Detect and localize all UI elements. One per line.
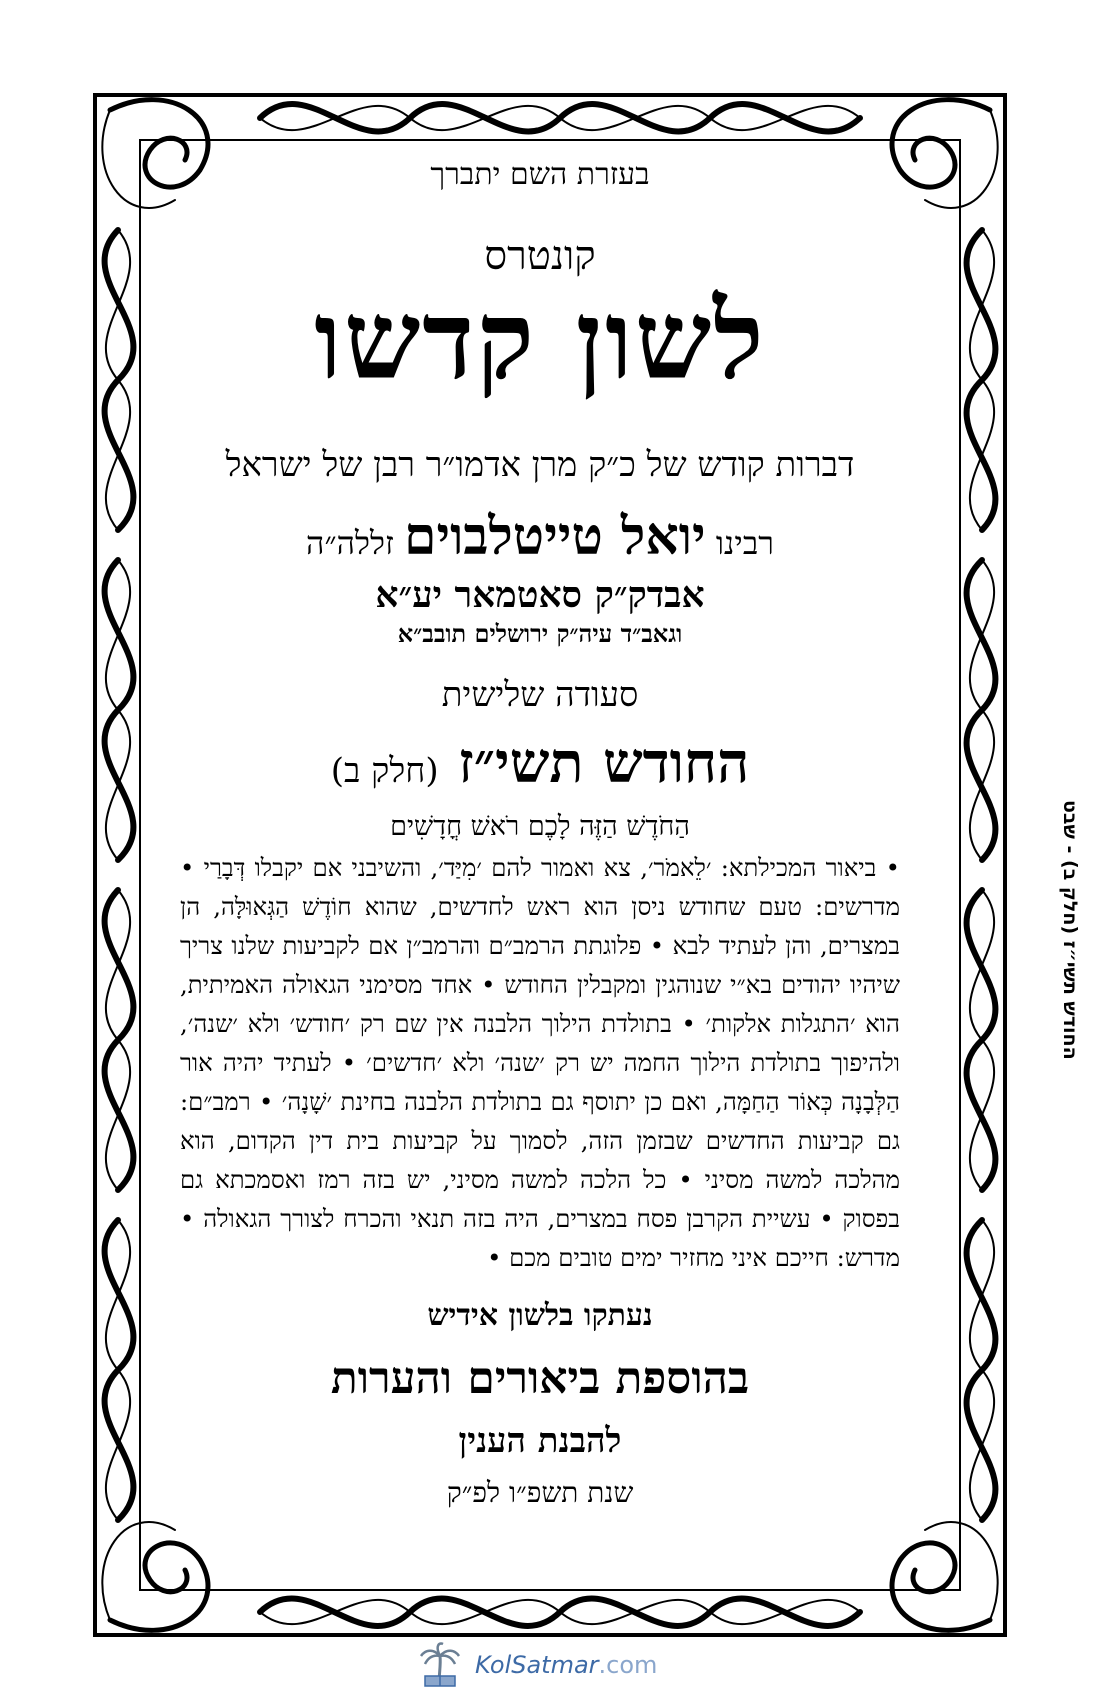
rebbe-line: [180, 507, 900, 567]
parsha-name: החודש תשי״ז: [458, 729, 750, 796]
book-subtitle: דברות קודש של כ״ק מרן אדמו״ר רבן של ישראל: [225, 444, 855, 485]
rebbe-jerusalem-title: וגאב״ד עיה״ק ירושלים תובב״א: [397, 619, 683, 649]
parsha-heading: [180, 731, 900, 795]
palm-tree-book-icon: [415, 1640, 465, 1690]
translation-note: נעתקו בלשון אידיש: [427, 1298, 653, 1334]
logo-brand: KolSatmar: [475, 1651, 599, 1679]
seuda-label: סעודה שלישית: [441, 674, 639, 715]
summary-paragraph: • ביאור המכילתא: ׳לֵאמֹר׳, צא ואמור להם ׳מִיַּד׳, והשיבני אם יקבלו דְּבָרַי • מדרשים: טעם שחודש ניסן הוא ראש לחדשים, שהוא חוֹדֶשׁ הַגְּאוּלָּה, הן במצרים, והן לעתיד לבא • פלוגתת הרמב״ם והרמב״ן אם לקביעות שלנו צריך שיהיו יהודים בא״י שנוהגין ומקבלין החודש • אחד מסימני הגאולה האמיתית, הוא ׳התגלות אלקות׳ • בתולדת הילוך הלבנה אין שם רק ׳חודש׳ ולא ׳שנה׳, ולהיפוך בתולדת הילוך החמה יש רק ׳שנה׳ ולא ׳חדשים׳ • לעתיד יהיה אור הַלְּבָנָה כְּאוֹר הַחַמָּה, ואם כן יתוסף גם בתולדת הלבנה בחינת ׳שָׁנָה׳ • רמב״ם: גם קביעות החדשים שבזמן הזה, לסמוך על קביעות בית דין הקדום, הוא מהלכה למשה מסיני • כל הלכה למשה מסיני, יש בזה רמז ואסמכתא גם בפסוק • עשיית הקרבן פסח במצרים, היה בזה תנאי והכרח לצורך הגאולה • מדרש: חייכם איני מחזיר ימים טובים מכם •: [180, 853, 900, 1273]
kolsatmar-logo[interactable]: [415, 1640, 657, 1690]
rebbe-name: יואל טייטלבוים: [404, 505, 706, 567]
understanding-note: להבנת הענין: [458, 1421, 622, 1462]
cover-content: [180, 140, 900, 1510]
rebbe-suffix: זללה״ה: [306, 523, 394, 562]
logo-text: [475, 1651, 657, 1679]
rebbe-title: אבדק״ק סאטמאר יע״א: [375, 573, 705, 616]
blessing-heading: בעזרת השם יתברך: [430, 157, 650, 192]
parsha-part: (חלק ב): [330, 750, 439, 791]
book-title: לשון קדשו: [314, 277, 766, 404]
publication-year: שנת תשפ״ו לפ״ק: [446, 1476, 634, 1510]
rebbe-prefix: רבינו: [715, 523, 774, 562]
side-caption: החודש תשי״ז (חלק ב) - שבט: [1059, 800, 1081, 1060]
pasuk-quote: הַחֹדֶשׁ הַזֶּה לָכֶם רֹאשׁ חֳדָשִׁים: [390, 811, 690, 843]
kuntres-label: קונטרס: [484, 232, 596, 279]
addition-note: בהוספת ביאורים והערות: [330, 1352, 750, 1404]
logo-tld: .com: [598, 1651, 658, 1679]
